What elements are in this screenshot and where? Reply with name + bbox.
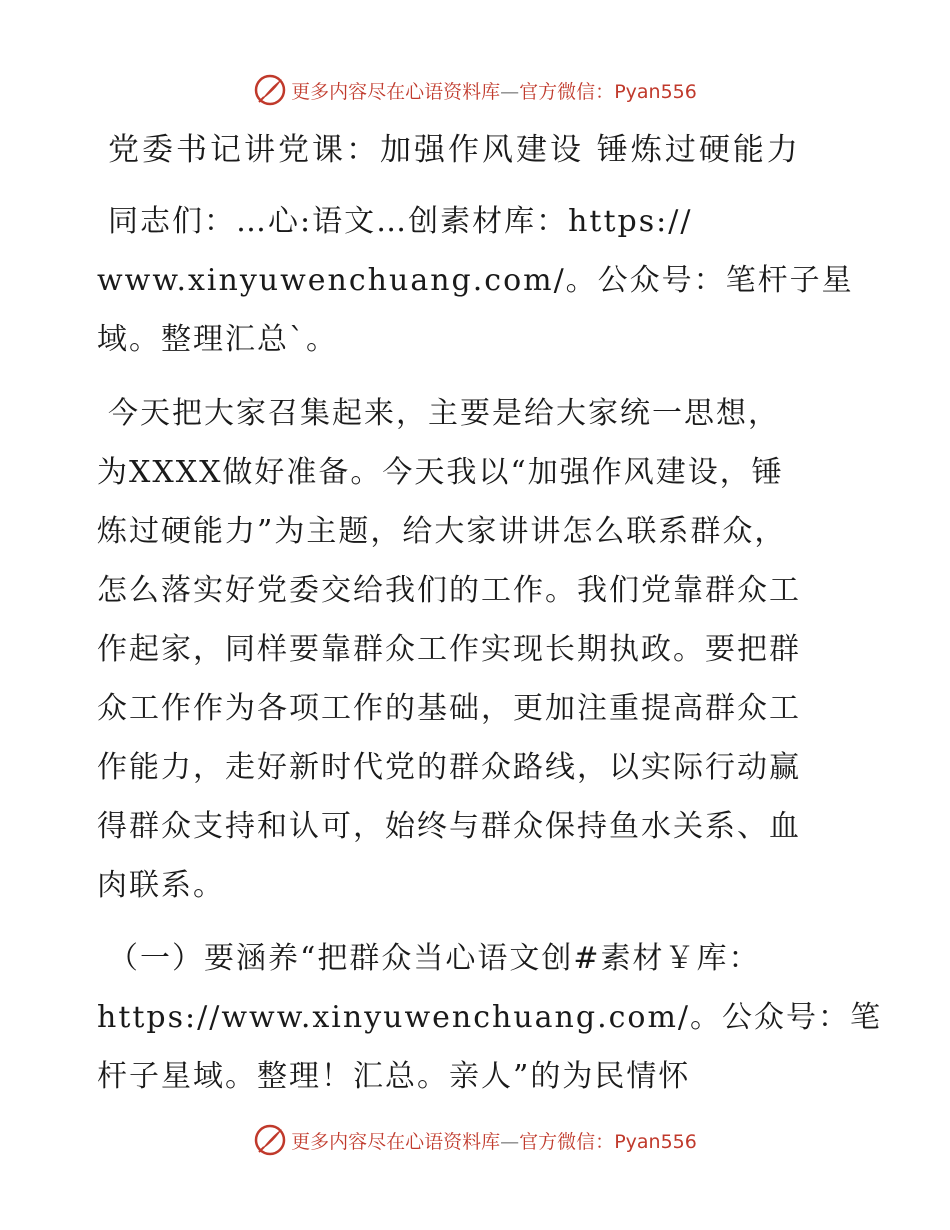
watermark-site-name: 更多内容尽在心语资料库	[291, 1130, 501, 1153]
paragraph-line: 杆子星域。整理！汇总。亲人”的为民情怀	[97, 1059, 691, 1094]
paragraph-line: 作能力，走好新时代党的群众路线，以实际行动赢	[97, 750, 801, 785]
paragraph-line: 同志们：…心:语文…创素材库：https://	[108, 204, 693, 239]
watermark-text	[291, 1127, 697, 1154]
feather-pen-icon	[253, 1123, 287, 1157]
paragraph-line: 为XXXX做好准备。今天我以“加强作风建设，锤	[97, 455, 784, 490]
paragraph-greeting	[97, 192, 857, 369]
watermark-dash: —	[500, 80, 520, 103]
paragraph-line: 得群众支持和认可，始终与群众保持鱼水关系、血	[97, 809, 801, 844]
paragraph-line: 炼过硬能力”为主题，给大家讲讲怎么联系群众，	[97, 514, 787, 549]
paragraph-line: 今天把大家召集起来，主要是给大家统一思想，	[108, 396, 780, 431]
paragraph-line: 众工作作为各项工作的基础，更加注重提高群众工	[97, 691, 801, 726]
document-title: 党委书记讲党课：加强作风建设 锤炼过硬能力	[108, 132, 801, 168]
watermark-wechat-id: Pyan556	[614, 1130, 697, 1153]
paragraph-line: 作起家，同样要靠群众工作实现长期执政。要把群	[97, 632, 801, 667]
paragraph-line: www.xinyuwenchuang.com/。公众号：笔杆子星	[97, 263, 854, 298]
paragraph-section-one	[97, 929, 883, 1106]
paragraph-line: 域。整理汇总`。	[97, 322, 338, 357]
paragraph-intro	[97, 384, 857, 915]
paragraph-line: 怎么落实好党委交给我们的工作。我们党靠群众工	[97, 573, 801, 608]
watermark-group	[253, 1123, 697, 1157]
bottom-watermark-banner	[0, 1122, 950, 1158]
watermark-group	[253, 73, 697, 107]
document-body	[97, 122, 883, 1106]
paragraph-line: 肉联系。	[97, 868, 225, 903]
watermark-wechat-label: 官方微信：	[519, 1130, 615, 1153]
paragraph-line: https://www.xinyuwenchuang.com/。公众号：笔	[97, 1000, 883, 1035]
top-watermark-banner	[0, 72, 950, 108]
watermark-wechat-id: Pyan556	[614, 80, 697, 103]
watermark-site-name: 更多内容尽在心语资料库	[291, 80, 501, 103]
watermark-wechat-label: 官方微信：	[519, 80, 615, 103]
watermark-text	[291, 77, 697, 104]
watermark-dash: —	[500, 1130, 520, 1153]
feather-pen-icon	[253, 73, 287, 107]
paragraph-line: （一）要涵养“把群众当心语文创#素材￥库：	[108, 941, 761, 976]
